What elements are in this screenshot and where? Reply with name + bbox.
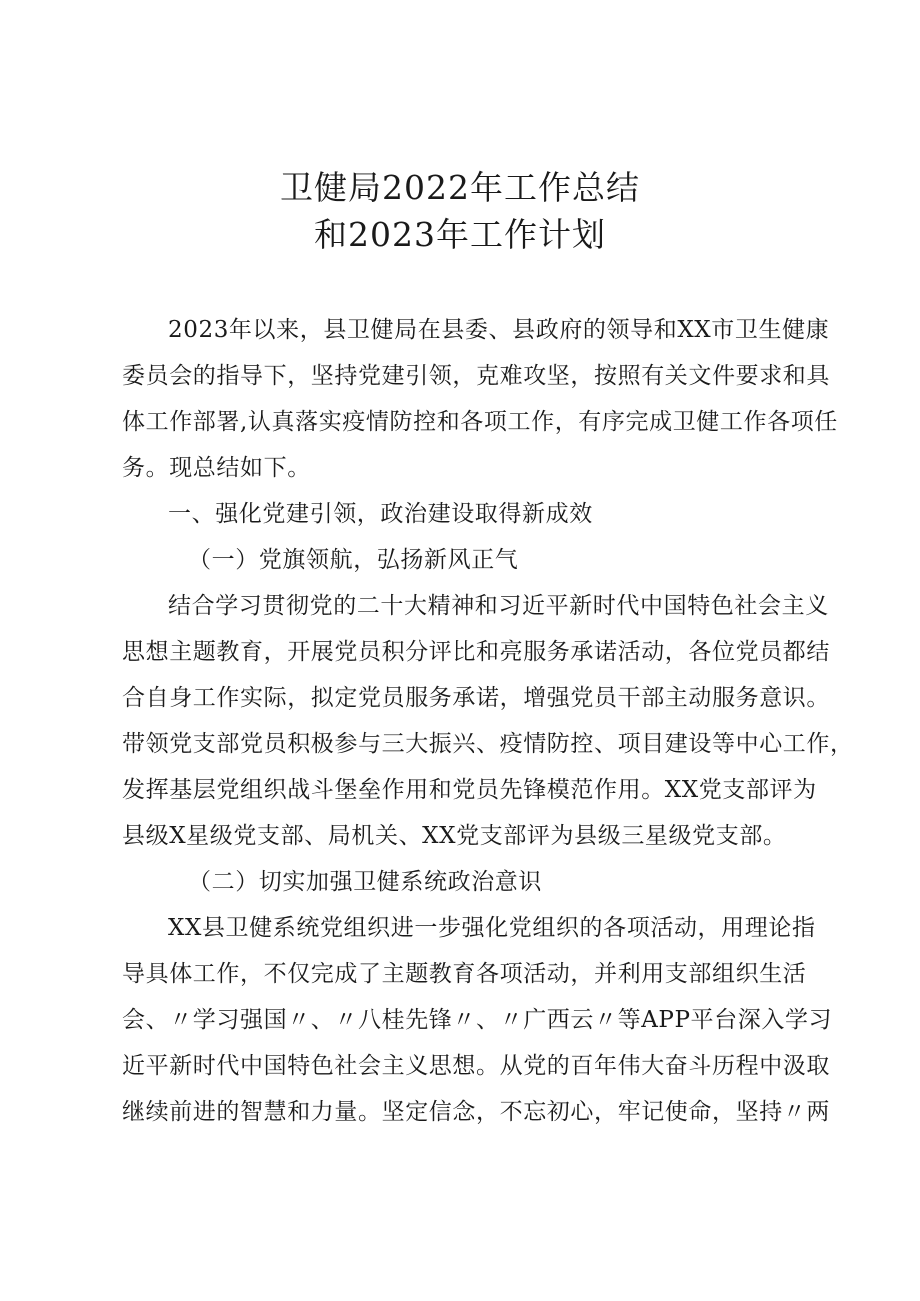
paragraph-line: 务。现总结如下。 [122,455,311,481]
paragraph-line: 2023年以来，县卫健局在县委、县政府的领导和XX市卫生健康 [168,317,830,343]
section-heading: 一、强化党建引领，政治建设取得新成效 [168,501,593,527]
paragraph-line: 委员会的指导下，坚持党建引领，克难攻坚，按照有关文件要求和具 [122,363,830,389]
paragraph-line: 继续前进的智慧和力量。坚定信念，不忘初心，牢记使命，坚持〃两 [122,1099,830,1125]
subsection-heading: （一）党旗领航，弘扬新风正气 [188,547,519,573]
paragraph-line: 近平新时代中国特色社会主义思想。从党的百年伟大奋斗历程中汲取 [122,1053,830,1079]
paragraph-line: 结合学习贯彻党的二十大精神和习近平新时代中国特色社会主义 [168,593,829,619]
document-title-line-2: 和2023年工作计划 [314,215,606,254]
paragraph-line: 合自身工作实际，拟定党员服务承诺，增强党员干部主动服务意识。 [122,685,830,711]
paragraph-line: 导具体工作，不仅完成了主题教育各项活动，并利用支部组织生活 [122,961,807,987]
paragraph-line: XX县卫健系统党组织进一步强化党组织的各项活动，用理论指 [168,915,816,941]
subsection-heading: （二）切实加强卫健系统政治意识 [188,869,542,895]
paragraph-line: 县级X星级党支部、局机关、XX党支部评为县级三星级党支部。 [122,823,787,849]
paragraph-line: 发挥基层党组织战斗堡垒作用和党员先锋模范作用。XX党支部评为 [122,777,817,803]
paragraph-line: 思想主题教育，开展党员积分评比和亮服务承诺活动，各位党员都结 [122,639,830,665]
paragraph-line: 体工作部署,认真落实疫情防控和各项工作，有序完成卫健工作各项任 [122,409,838,435]
document-title-line-1: 卫健局2022年工作总结 [280,168,640,207]
paragraph-line: 带领党支部党员积极参与三大振兴、疫情防控、项目建设等中心工作， [122,731,854,757]
paragraph-line: 会、〃学习强国〃、〃八桂先锋〃、〃广西云〃等APP平台深入学习 [122,1007,833,1033]
